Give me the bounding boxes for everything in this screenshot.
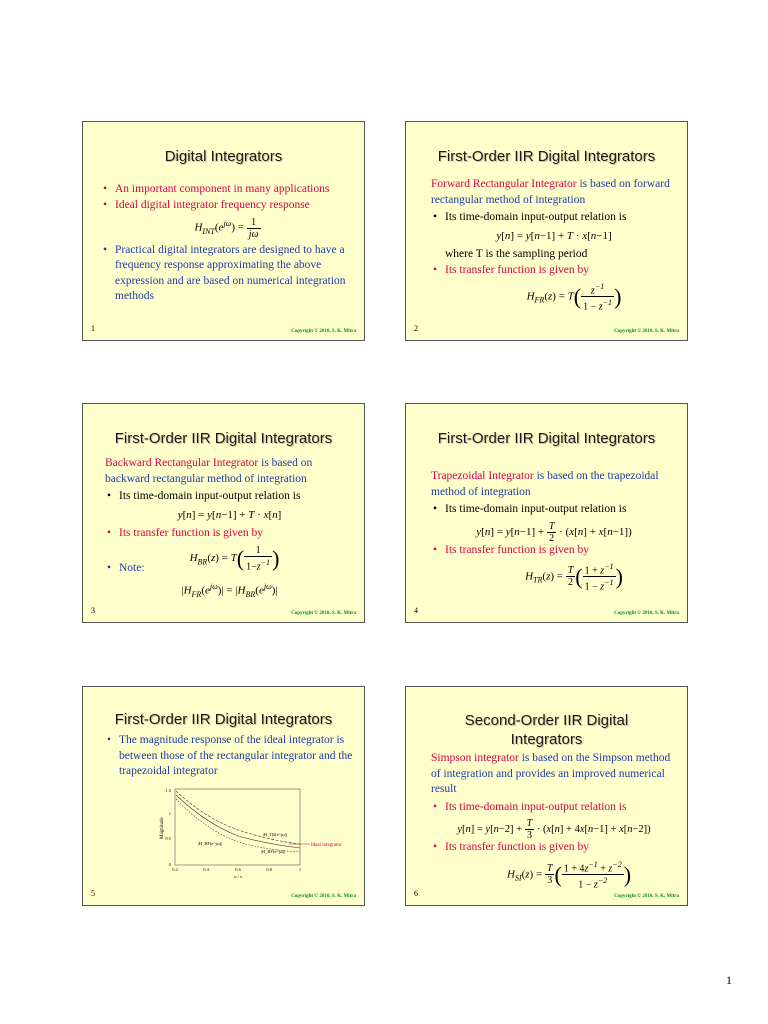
page-number: 1 [726, 973, 732, 987]
equation: $|H_{FR}(e^{j\omega})| = |H_{BR}(e^{j\omega})|$ [181, 582, 278, 600]
equation: $H_{INT}(e^{j\omega})$ = $\frac{1}{j\omega}$ [194, 216, 259, 240]
curve-ideal [176, 795, 300, 848]
slide-4 [405, 403, 688, 623]
intro: Backward Rectangular Integrator is based on backward rectangular method of integration [105, 457, 313, 485]
slide-number: 1 [91, 324, 95, 333]
x-axis-label: ω / π [233, 874, 243, 879]
copyright: Copyright © 2010, S. K. Mitra [614, 894, 679, 899]
bullet: • The magnitude response of the ideal integrator is between those of the rectangular integrator and the trapezoidal integrator [105, 733, 354, 780]
equation: y[n] = y[n−1] + $\frac{T}{2}$ · (x[n] + x[n−1]) [476, 520, 632, 544]
label-bf: |H_BF(e^jω)| [198, 841, 223, 846]
bullet: • Note: [105, 561, 354, 577]
slide-number: 2 [414, 324, 418, 333]
where-text: where T is the sampling period [445, 248, 588, 260]
label-ideal: Ideal integrator [311, 843, 342, 848]
slide-number: 6 [414, 889, 418, 898]
equation: y[n] = y[n−2] + $\frac{T}{3}$ · (x[n] + 4x[n−1] + x[n−2]) [457, 818, 651, 841]
slide-number: 4 [414, 606, 418, 615]
copyright: Copyright © 2010, S. K. Mitra [291, 894, 356, 899]
slide-title: First-Order IIR Digital Integrators [114, 430, 333, 447]
y-tick: 0.5 [165, 836, 171, 841]
bullet: • Its transfer function is given by [431, 840, 677, 856]
slide-title: First-Order IIR Digital Integrators [114, 711, 333, 728]
equation: $H_{FR}(z) = T$( $\frac{z^{-1}}{1 - z^{-1}}$ ) [526, 282, 622, 313]
slide-number: 5 [91, 889, 95, 898]
x-tick: 0.6 [235, 867, 241, 872]
equation: $H_{BR}(z) = T$( $\frac{1}{1-z^{-1}}$ ) [189, 544, 280, 572]
y-tick: 1 [168, 811, 171, 816]
equation: $H_{SI}(z)$ = $\frac{T}{3}$ ( $\frac{1 + 4z^{-1} + z^{-2}}{1 - z^{-2}}$ ) [506, 859, 632, 891]
bullet: • Ideal digital integrator frequency response [101, 198, 354, 214]
y-tick: 1.5 [165, 788, 171, 793]
equation: y[n] = y[n−1] + T · x[n] [177, 508, 282, 521]
slide-title: First-Order IIR Digital Integrators [437, 430, 656, 447]
equation: y[n] = y[n−1] + T · x[n−1] [496, 229, 612, 242]
x-tick: 0.4 [203, 867, 209, 872]
slide-1 [82, 121, 365, 341]
bullet: • Its transfer function is given by [431, 543, 677, 559]
slide-number: 3 [91, 606, 95, 615]
bullet: • Its transfer function is given by [105, 526, 354, 542]
y-axis-label: Magnitude [160, 817, 165, 839]
equation: $H_{TR}(z)$ = $\frac{T}{2}$ ( $\frac{1 + z^{-1}}{1 - z^{-1}}$ ) [525, 562, 623, 593]
copyright: Copyright © 2010, S. K. Mitra [291, 611, 356, 616]
bullet: • Its time-domain input-output relation is [431, 800, 677, 816]
bullet: • Its time-domain input-output relation is [431, 502, 677, 518]
copyright: Copyright © 2010, S. K. Mitra [614, 329, 679, 334]
bullet: • Practical digital integrators are designed to have a frequency response approximating the above expression and are based on numerical integration methods [101, 243, 354, 305]
copyright: Copyright © 2010, S. K. Mitra [614, 611, 679, 616]
intro: Simpson integrator is based on the Simpson method of integration and provides an improved numerical result [431, 752, 671, 795]
intro: Forward Rectangular Integrator is based on forward rectangular method of integration [431, 178, 670, 206]
copyright: Copyright © 2010, S. K. Mitra [291, 329, 356, 334]
bullet: • Its transfer function is given by [431, 263, 677, 279]
bullet: • An important component in many applications [101, 182, 354, 198]
y-tick: 0 [168, 862, 171, 867]
label-ref: |H_RF(e^jω)| [261, 849, 286, 854]
intro: Trapezoidal Integrator is based on the trapezoidal method of integration [431, 470, 659, 498]
slide-6 [405, 686, 688, 906]
slide-2 [405, 121, 688, 341]
bullet: • Its time-domain input-output relation is [431, 210, 677, 226]
slide-title: Digital Integrators [164, 148, 283, 165]
x-tick: 1 [298, 867, 302, 872]
magnitude-plot [143, 787, 365, 887]
bullet: • Its time-domain input-output relation is [105, 489, 354, 505]
x-tick: 0.8 [266, 867, 272, 872]
slide-title: First-Order IIR Digital Integrators [437, 148, 656, 165]
label-tr: |H_TR(e^jω)| [263, 832, 288, 837]
slide-title: Second-Order IIR Digital Integrators [464, 712, 629, 748]
slide-5 [82, 686, 365, 906]
slide-3 [82, 403, 365, 623]
x-tick: 0.2 [172, 867, 178, 872]
